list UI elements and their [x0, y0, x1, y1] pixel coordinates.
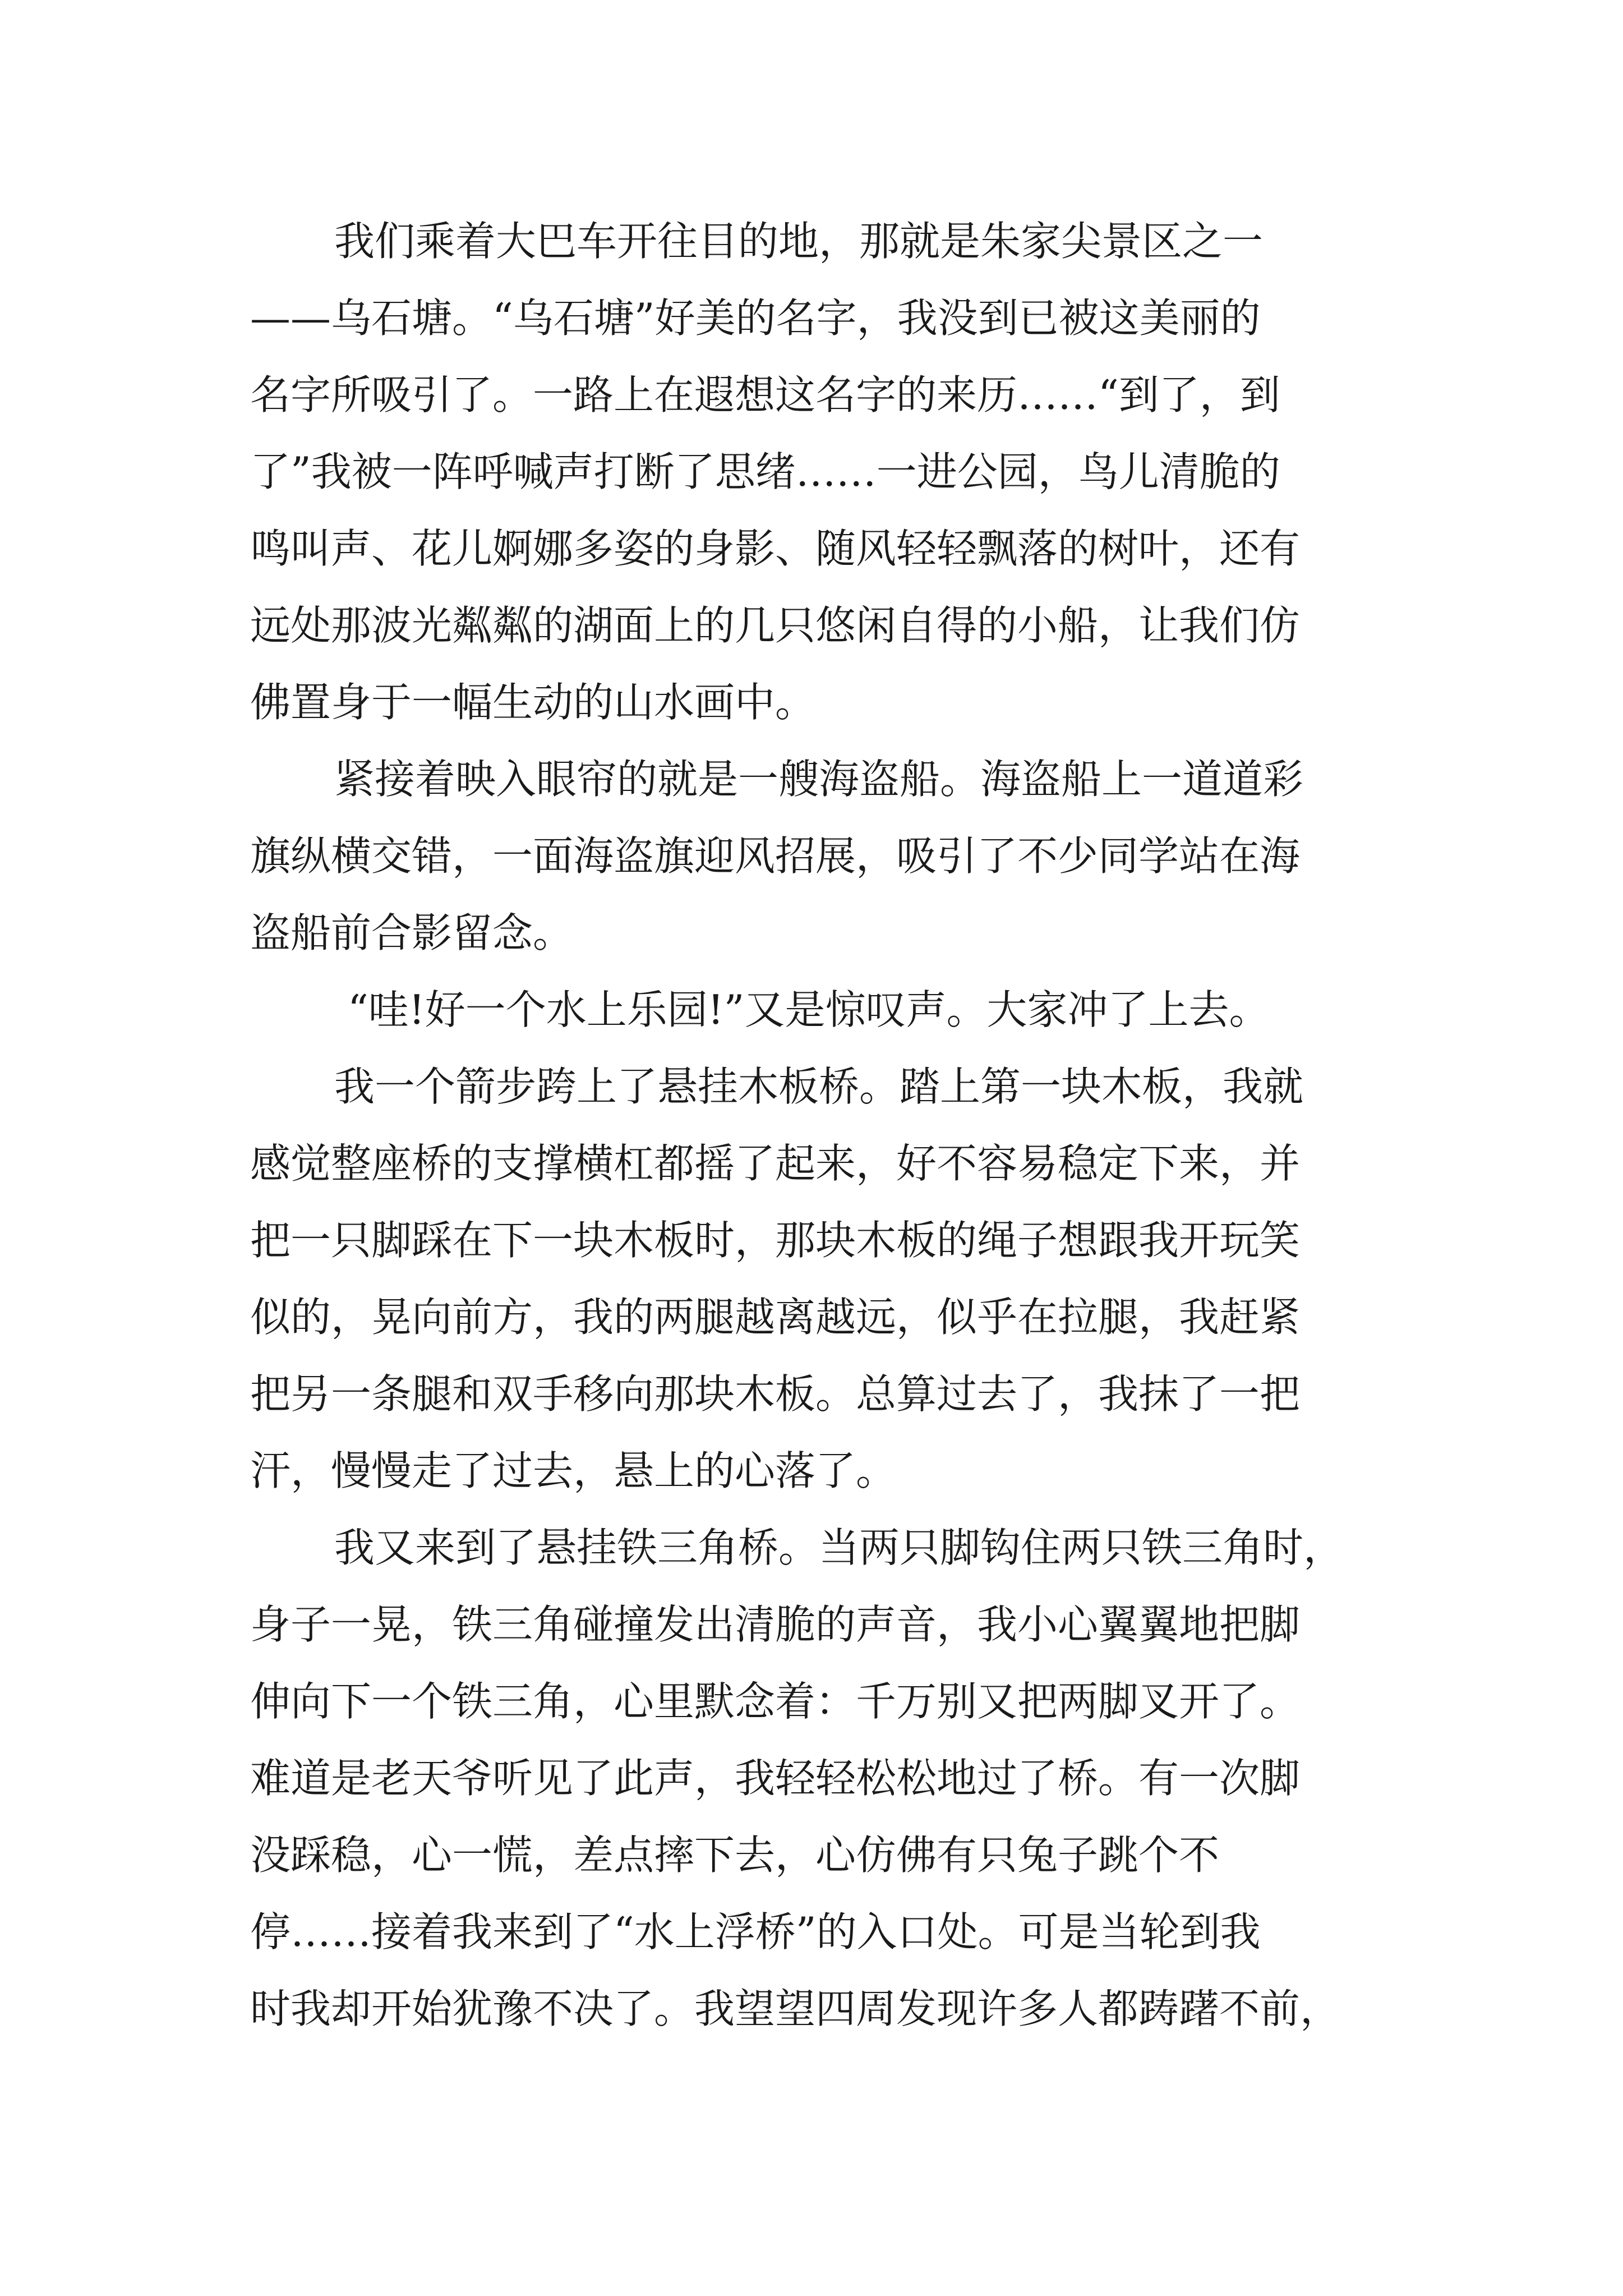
text-line: ——乌石塘。“乌石塘”好美的名字，我没到已被这美丽的 [250, 295, 1261, 342]
text-line: 难道是老天爷听见了此声，我轻轻松松地过了桥。有一次脚 [250, 1755, 1301, 1802]
text-line: 远处那波光粼粼的湖面上的几只悠闲自得的小船，让我们仿 [250, 602, 1301, 649]
text-line: 佛置身于一幅生动的山水画中。 [250, 679, 816, 726]
text-line: 感觉整座桥的支撑横杠都摇了起来，好不容易稳定下来，并 [250, 1140, 1301, 1187]
text-line: 旗纵横交错，一面海盗旗迎风招展，吸引了不少同学站在海 [250, 832, 1301, 880]
text-line: “哇!好一个水上乐园!”又是惊叹声。大家冲了上去。 [348, 986, 1270, 1033]
text-line: 我们乘着大巴车开往目的地，那就是朱家尖景区之一 [334, 218, 1264, 265]
text-line: 把一只脚踩在下一块木板时，那块木板的绳子想跟我开玩笑 [250, 1217, 1301, 1264]
text-line: 紧接着映入眼帘的就是一艘海盗船。海盗船上一道道彩 [334, 756, 1304, 803]
text-line: 了”我被一阵呼喊声打断了思绪……一进公园，鸟儿清脆的 [250, 448, 1280, 495]
text-line: 我一个箭步跨上了悬挂木板桥。踏上第一块木板，我就 [334, 1063, 1304, 1110]
text-line: 把另一条腿和双手移向那块木板。总算过去了，我抹了一把 [250, 1370, 1301, 1418]
text-line: 停……接着我来到了“水上浮桥”的入口处。可是当轮到我 [250, 1908, 1261, 1955]
text-line: 盗船前合影留念。 [250, 909, 574, 956]
text-line: 我又来到了悬挂铁三角桥。当两只脚钩住两只铁三角时， [334, 1524, 1344, 1571]
text-line: 身子一晃，铁三角碰撞发出清脆的声音，我小心翼翼地把脚 [250, 1601, 1301, 1648]
text-line: 汗，慢慢走了过去，悬上的心落了。 [250, 1447, 897, 1494]
text-line: 似的，晃向前方，我的两腿越离越远，似乎在拉腿，我赶紧 [250, 1294, 1301, 1341]
text-line: 伸向下一个铁三角，心里默念着：千万别又把两脚叉开了。 [250, 1678, 1301, 1725]
text-line: 鸣叫声、花儿婀娜多姿的身影、随风轻轻飘落的树叶，还有 [250, 525, 1301, 572]
text-line: 没踩稳，心一慌，差点摔下去，心仿佛有只兔子跳个不 [250, 1832, 1220, 1879]
text-line: 名字所吸引了。一路上在遐想这名字的来历……“到了，到 [250, 371, 1280, 418]
text-line: 时我却开始犹豫不决了。我望望四周发现许多人都踌躇不前， [250, 1985, 1341, 2032]
